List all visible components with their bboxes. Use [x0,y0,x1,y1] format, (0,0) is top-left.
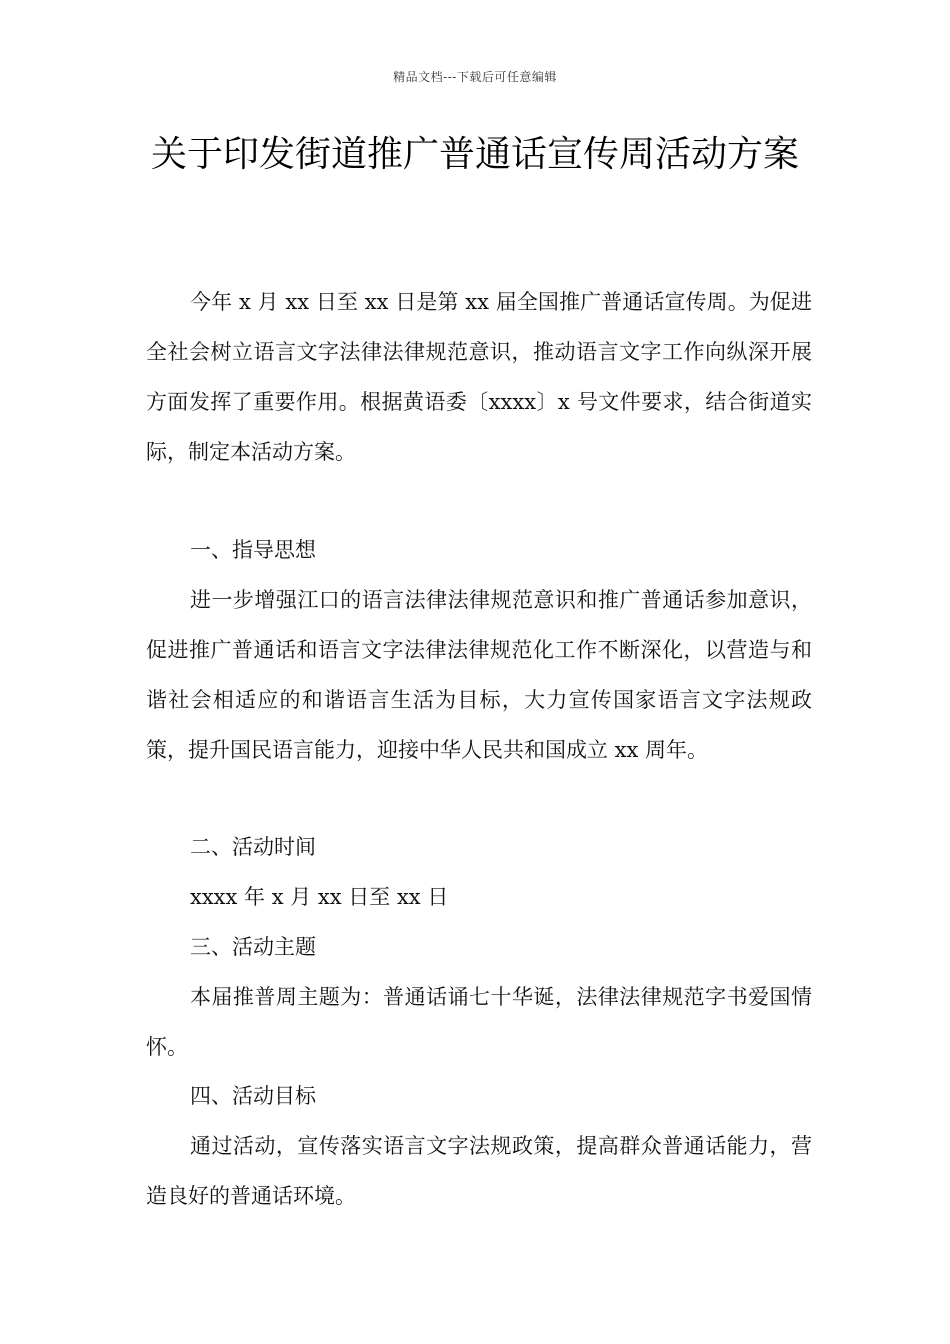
section-paragraph-activity-time: xxxx 年 x 月 xx 日至 xx 日 [190,885,449,909]
intro-paragraph: 今年 x 月 xx 日至 xx 日是第 xx 届全国推广普通话宣传周。为促进全社会树立语言文字法律法律规范意识，推动语言文字工作向纵深开展方面发挥了重要作用。根据黄语委〔xxxx〕x 号文件要求，结合街道实际，制定本活动方案。 [146,290,812,464]
section-heading-activity-time: 二、活动时间 [190,835,316,859]
header-note: 精品文档---下载后可任意编辑 [393,70,557,84]
document-title: 关于印发街道推广普通话宣传周活动方案 [150,134,799,175]
section-heading-activity-goal: 四、活动目标 [190,1084,316,1108]
section-paragraph-activity-theme: 本届推普周主题为：普通话诵七十华诞，法律法律规范字书爱国情怀。 [146,985,812,1059]
section-heading-guiding-thought: 一、指导思想 [190,538,316,562]
section-paragraph-guiding-thought: 进一步增强江口的语言法律法律规范意识和推广普通话参加意识，促进推广普通话和语言文字法律法律规范化工作不断深化，以营造与和谐社会相适应的和谐语言生活为目标，大力宣传国家语言文字法规政策，提升国民语言能力，迎接中华人民共和国成立 xx 周年。 [146,588,812,762]
section-paragraph-activity-goal: 通过活动，宣传落实语言文字法规政策，提高群众普通话能力，营造良好的普通话环境。 [146,1134,812,1208]
section-heading-activity-theme: 三、活动主题 [190,935,316,959]
